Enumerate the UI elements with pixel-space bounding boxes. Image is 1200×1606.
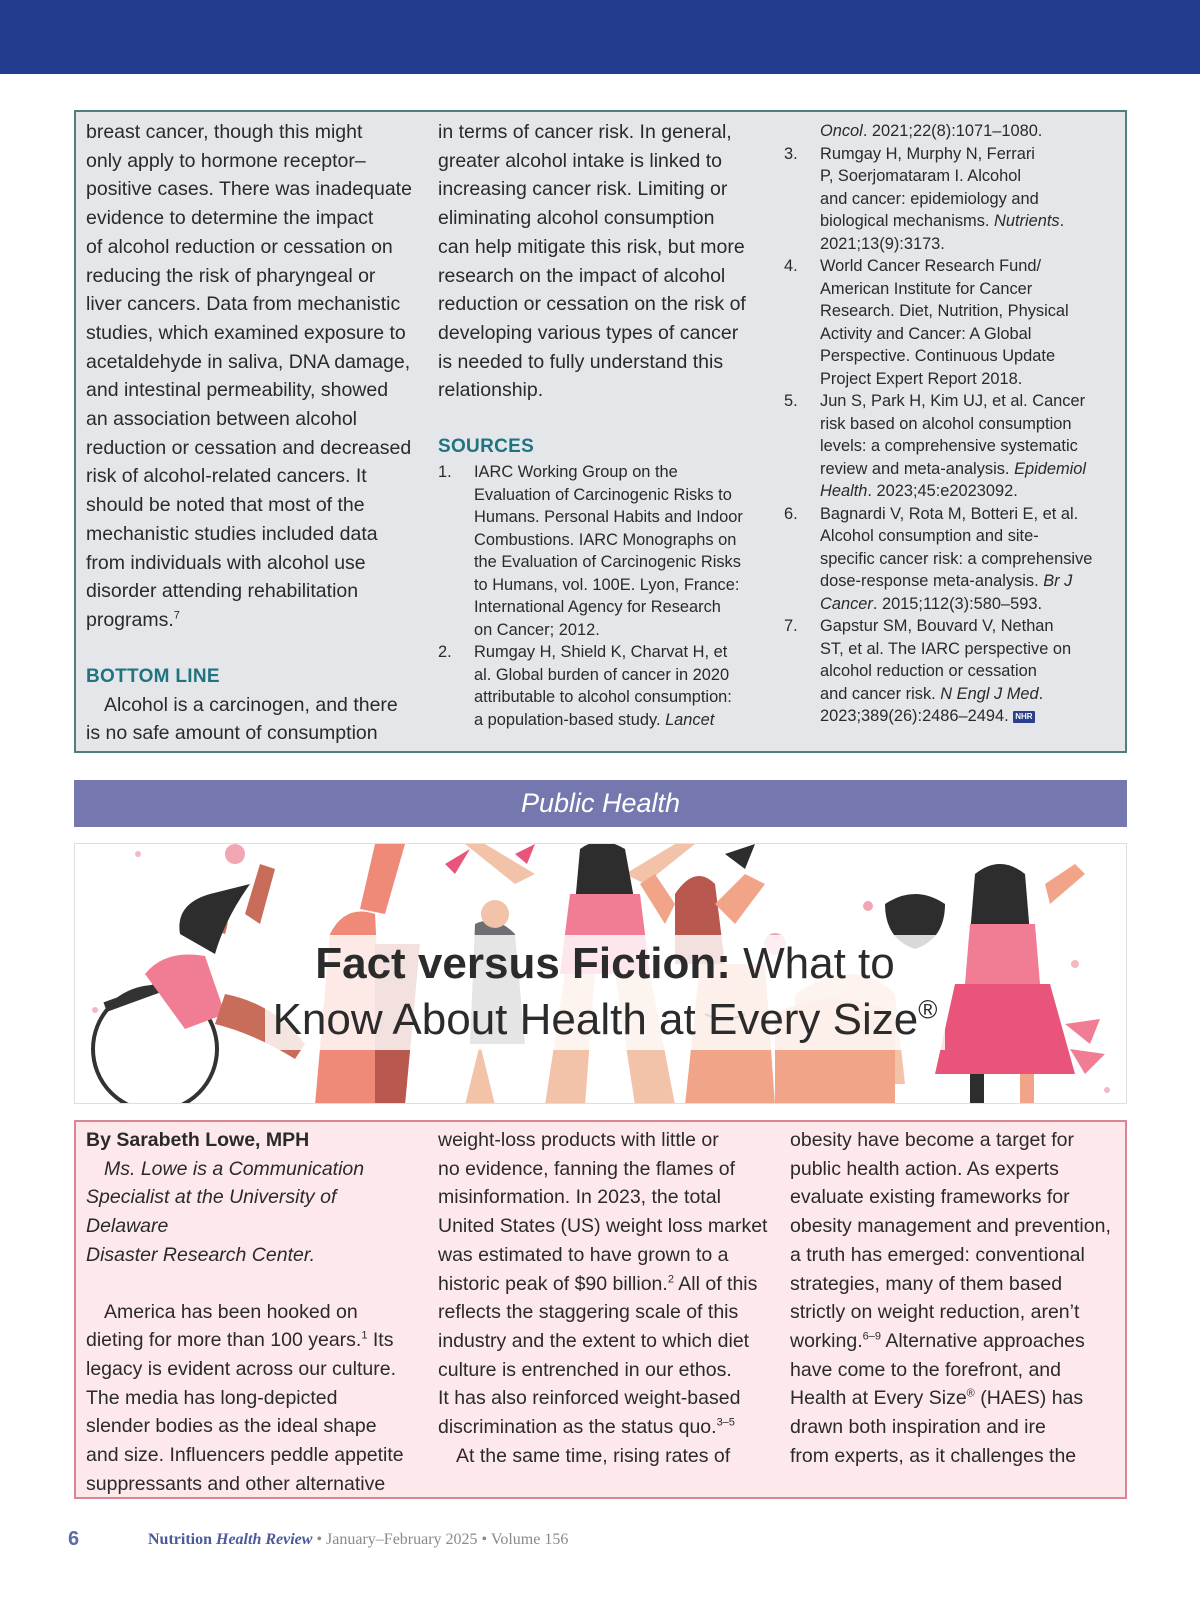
journal-name: Epidemiol [1014,459,1087,478]
source-number: 6. [784,504,798,523]
text-line: to Humans, vol. 100E. Lyon, France: [474,575,740,594]
text-line: specific cancer risk: a comprehensive [820,549,1093,568]
text-line: eliminating alcohol consumption [438,207,715,230]
text-line: should be noted that most of the [86,494,365,517]
journal-name: Nutrients [994,212,1060,230]
text-line: weight-loss products with little or [438,1129,719,1151]
text-span: dieting for more than 100 years. [86,1329,362,1352]
text-line: evidence to determine the impact [86,207,374,230]
text-line: a truth has emerged: conventional [790,1243,1085,1266]
author-affiliation: Disaster Research Center. [86,1243,316,1266]
text-line: from experts, as it challenges the [790,1444,1077,1467]
text-line: Evaluation of Carcinogenic Risks to [474,485,732,504]
text-line: P, Soerjomataram I. Alcohol [820,167,1022,185]
text-line: Alcohol is a carcinogen, and there [104,693,398,716]
text-line: slender bodies as the ideal shape [86,1415,377,1438]
source-number: 4. [784,257,798,275]
text-span: dose-response meta-analysis. [820,572,1039,590]
journal-info [148,1531,568,1549]
text-line: Rumgay H, Murphy N, Ferrari [820,144,1035,163]
text-line: alcohol reduction or cessation [820,662,1037,680]
author-byline: By Sarabeth Lowe, MPH [86,1129,310,1151]
column-2 [438,118,778,731]
text-line [790,1327,1124,1356]
text-line: mechanistic studies included data [86,522,378,545]
text-line: Bagnardi V, Rota M, Botteri E, et al. [820,504,1079,523]
text-span: . 2021;22(8):1071–1080. [862,122,1043,140]
source-item [438,461,778,641]
text-line: no evidence, fanning the flames of [438,1157,736,1180]
source-number: 1. [438,463,452,482]
source-item [784,255,1124,390]
text-span: and cancer risk. [820,684,936,703]
text-line: from individuals with alcohol use [86,551,366,574]
text-line: on Cancer; 2012. [474,620,600,639]
article-column-1 [86,1126,420,1498]
text-line: culture is entrenched in our ethos. [438,1358,732,1381]
journal-name: Health [820,482,868,500]
source-number: 3. [784,144,798,163]
text-span: historic peak of $90 billion. [438,1272,668,1295]
sources-list [438,461,778,731]
text-line: legacy is evident across our culture. [86,1357,396,1380]
previous-article-box [74,110,1127,753]
text-line: reducing the risk of pharyngeal or [86,264,376,287]
text-span: Health at Every Size [790,1387,967,1410]
header-bar [0,0,1200,74]
text-line: America has been hooked on [104,1300,358,1323]
text-line: is no safe amount of consumption [86,722,378,745]
text-line: obesity management and prevention, [790,1215,1111,1238]
source-number: 5. [784,392,798,410]
journal-name: Oncol [820,122,863,140]
source-item [784,143,1124,256]
text-line: risk of alcohol-related cancers. It [86,465,367,488]
source-item [438,641,778,731]
issue-info: • January–February 2025 • Volume 156 [312,1531,569,1548]
text-line: It has also reinforced weight-based [438,1387,741,1410]
title-bold: Fact versus Fiction: [315,939,731,988]
source-item [784,390,1124,503]
text-line [86,1326,420,1355]
title-text: Know About Health at Every Size [272,995,919,1044]
text-span: Its [367,1329,394,1352]
text-line: Research. Diet, Nutrition, Physical [820,302,1069,320]
text-line: Jun S, Park H, Kim UJ, et al. Cancer [820,392,1086,410]
page-number: 6 [68,1528,80,1550]
text-line: industry and the extent to which diet [438,1329,750,1352]
column-1 [86,118,420,748]
citation: 1 [361,1329,368,1342]
citation: 6–9 [862,1330,881,1343]
text-line: 2021;13(9):3173. [820,234,945,253]
text-line: in terms of cancer risk. In general, [438,121,732,143]
text-line: and intestinal permeability, showed [86,379,389,402]
text-line: of alcohol reduction or cessation on [86,235,393,258]
text-line: At the same time, rising rates of [456,1444,731,1467]
text-line: The media has long-depicted [86,1386,338,1409]
article-column-3 [790,1126,1124,1470]
text-line: International Agency for Research [474,598,721,617]
text-line: disorder attending rehabilitation [86,580,359,603]
source-number: 2. [438,643,452,662]
text-line: is needed to fully understand this [438,350,724,373]
text-line: public health action. As experts [790,1157,1059,1180]
text-line: reduction or cessation and decreased [86,436,412,459]
text-line: research on the impact of alcohol [438,264,726,287]
text-span: . [1059,212,1065,230]
text-line: World Cancer Research Fund/ [820,257,1042,275]
text-line: studies, which examined exposure to [86,321,406,344]
registered-mark: ® [966,1387,975,1400]
text-line: liver cancers. Data from mechanistic [86,293,401,316]
text-line: breast cancer, though this might [86,121,363,143]
text-line: attributable to alcohol consumption: [474,688,732,707]
text-span: Alternative approaches [880,1329,1085,1352]
text-line: increasing cancer risk. Limiting or [438,178,728,201]
text-span: . 2015;112(3):580–593. [872,594,1043,613]
text-line [438,1270,778,1299]
journal-name: Cancer [820,594,873,613]
text-line: drawn both inspiration and ire [790,1416,1046,1439]
sources-list-continued [784,120,1124,728]
text-line: Combustions. IARC Monographs on [474,530,737,549]
text-line [820,210,1124,233]
text-line: Alcohol consumption and site- [820,527,1039,545]
text-line: ST, et al. The IARC perspective on [820,639,1072,658]
text-line: American Institute for Cancer [820,279,1033,298]
text-line: levels: a comprehensive systematic [820,437,1078,455]
journal-name: Lancet [665,710,715,729]
article-body-box [74,1120,1127,1499]
author-affiliation: Specialist at the University of Delaware [86,1186,337,1238]
bottom-line-heading: BOTTOM LINE [86,665,220,687]
text-line: greater alcohol intake is linked to [438,149,722,172]
text-span: review and meta-analysis. [820,459,1010,478]
source-item-continued [784,120,1124,143]
journal-name: Nutrition [148,1531,212,1548]
section-banner: Public Health [74,780,1127,827]
text-span: discrimination as the status quo. [438,1416,717,1439]
text-span: working. [790,1329,863,1352]
registered-mark: ® [918,994,938,1025]
text-line: acetaldehyde in saliva, DNA damage, [86,350,411,373]
article-title [195,936,1015,1048]
text-line: only apply to hormone receptor– [86,149,366,172]
article-illustration [74,843,1127,1104]
journal-name: Br J [1043,572,1073,590]
text-span: biological mechanisms. [820,212,990,230]
page-footer [68,1528,968,1556]
text-line: Perspective. Continuous Update [820,347,1056,365]
text-line: was estimated to have grown to a [438,1243,729,1266]
text-line: United States (US) weight loss market [438,1215,768,1238]
text-line: relationship. [438,379,544,402]
text-line [474,709,778,732]
text-span: . 2023;45:e2023092. [867,482,1018,500]
text-line [790,1384,1124,1413]
text-line [820,570,1124,593]
text-line: reflects the staggering scale of this [438,1301,739,1324]
text-line: Activity and Cancer: A Global [820,324,1032,343]
text-line [820,480,1124,503]
text-span: . [1038,684,1044,703]
text-line: Rumgay H, Shield K, Charvat H, et [474,643,728,662]
article-column-2 [438,1126,778,1470]
text-line: an association between alcohol [86,408,358,431]
nhr-logo-icon: NHR [1015,711,1033,721]
text-line: evaluate existing frameworks for [790,1186,1070,1209]
citation: 7 [173,609,180,622]
author-affiliation: Ms. Lowe is a Communication [104,1157,365,1180]
text-line: reduction or cessation on the risk of [438,293,746,316]
text-line: IARC Working Group on the [474,463,678,482]
text-line: developing various types of cancer [438,321,739,344]
source-item [784,615,1124,728]
source-number: 7. [784,617,798,635]
journal-name: N Engl J Med [940,684,1039,703]
text-line: Gapstur SM, Bouvard V, Nethan [820,617,1054,635]
text-line: can help mitigate this risk, but more [438,235,745,258]
text-span: 2023;389(26):2486–2494. [820,707,1009,725]
text-line: strategies, many of them based [790,1272,1063,1295]
text-line: obesity have become a target for [790,1129,1074,1151]
text-line: risk based on alcohol consumption [820,414,1072,433]
text-line [820,683,1124,706]
sources-heading: SOURCES [438,436,535,458]
title-text: What to [730,939,895,988]
text-line [820,705,1124,728]
text-line: suppressants and other alternative [86,1472,386,1495]
text-line: and cancer: epidemiology and [820,189,1039,208]
text-span: programs. [86,608,174,631]
text-line: Project Expert Report 2018. [820,369,1023,388]
text-line [820,458,1124,481]
text-span: (HAES) has [974,1387,1084,1410]
text-line: strictly on weight reduction, aren’t [790,1301,1080,1324]
text-line: the Evaluation of Carcinogenic Risks [474,553,741,572]
text-line [438,1413,778,1442]
text-line: Humans. Personal Habits and Indoor [474,508,743,527]
text-line: have come to the forefront, and [790,1358,1062,1381]
text-line [820,120,1124,143]
text-line [820,593,1124,616]
journal-name: Health Review [216,1531,313,1548]
source-item [784,503,1124,616]
text-span: a population-based study. [474,710,661,729]
text-span: All of this [673,1272,758,1295]
text-line: positive cases. There was inadequate [86,178,412,201]
text-line: misinformation. In 2023, the total [438,1186,721,1209]
text-line: and size. Influencers peddle appetite [86,1444,404,1467]
text-line: al. Global burden of cancer in 2020 [474,665,730,684]
text-line [86,606,420,635]
citation: 2 [667,1273,674,1286]
citation: 3–5 [716,1416,735,1429]
column-3 [784,120,1124,728]
